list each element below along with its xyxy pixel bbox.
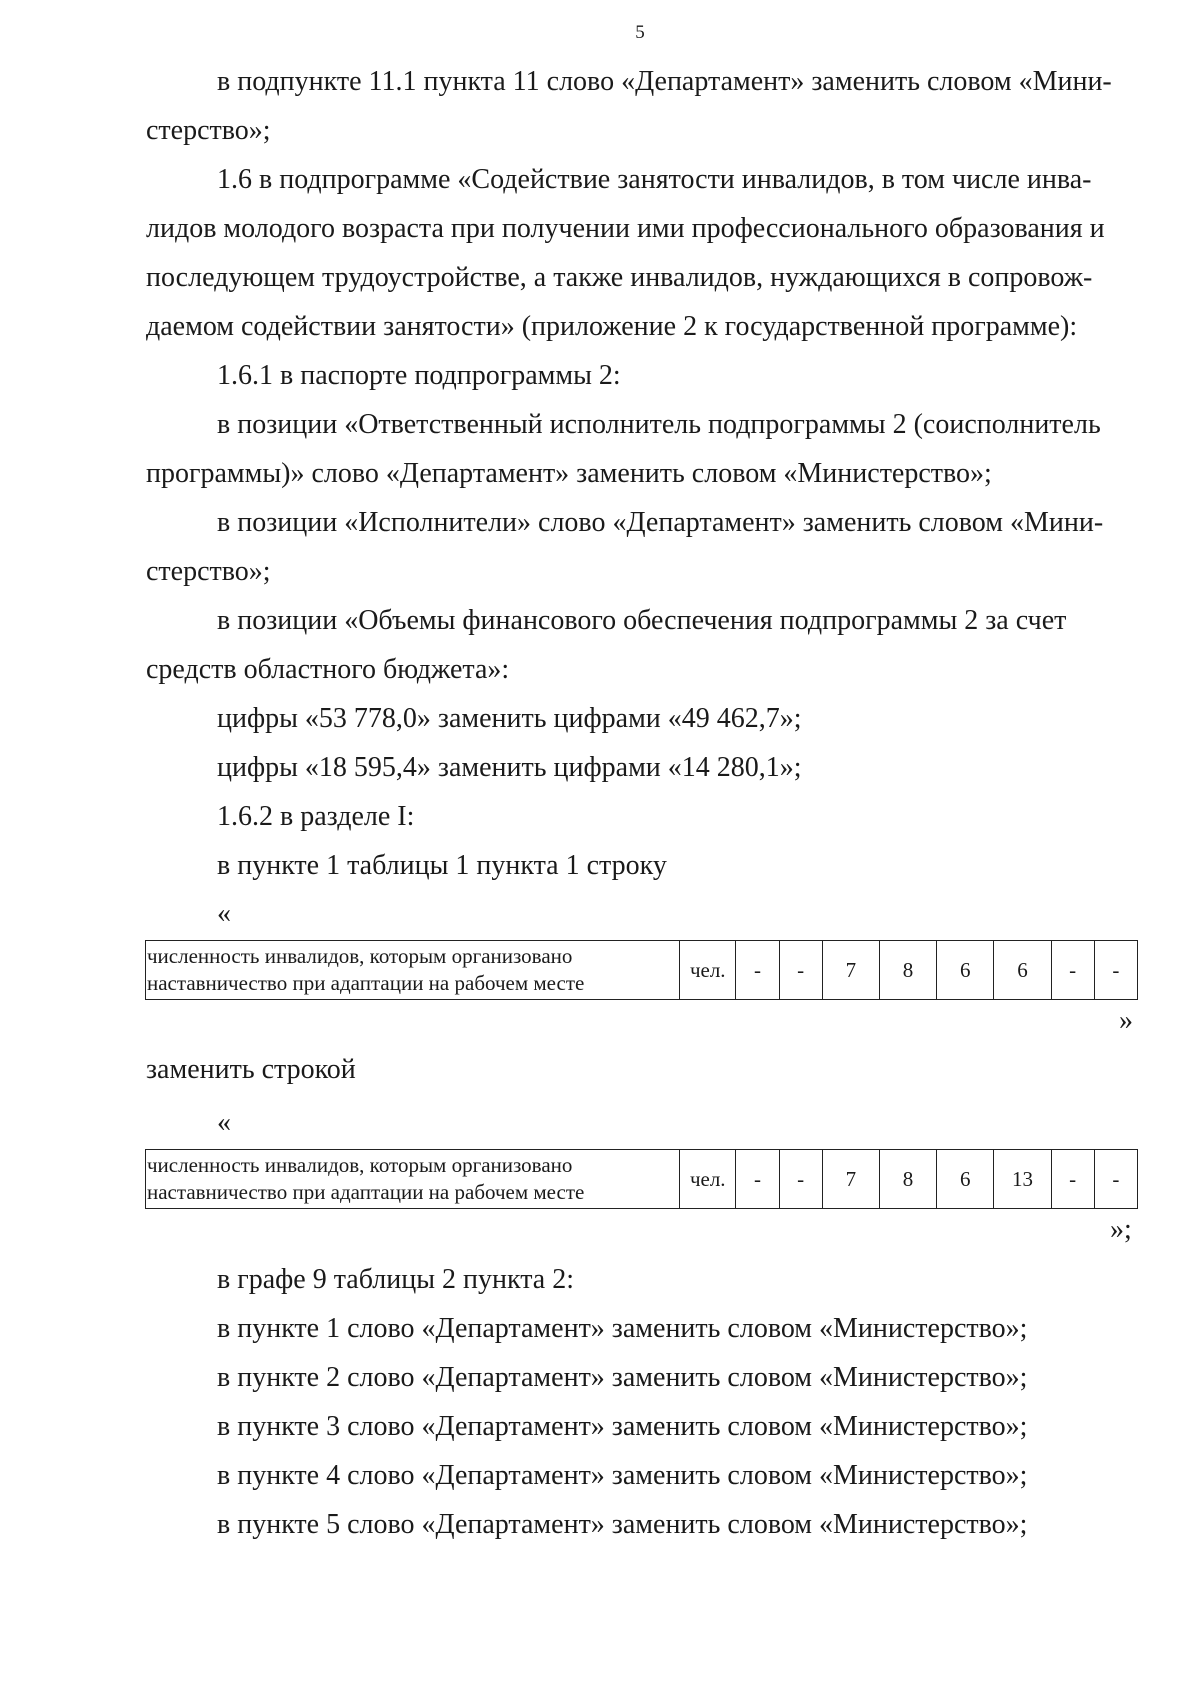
paragraph-figures-2: цифры «18 595,4» заменить цифрами «14 280,1»; — [217, 752, 802, 783]
paragraph-volumes-line-1: в позиции «Объемы финансового обеспечения подпрограммы 2 за счет — [217, 605, 1067, 636]
closing-quote-1: » — [1119, 1005, 1133, 1036]
paragraph-item-3: в пункте 3 слово «Департамент» заменить словом «Министерство»; — [217, 1411, 1028, 1442]
paragraph-item-5: в пункте 5 слово «Департамент» заменить словом «Министерство»; — [217, 1509, 1028, 1540]
row-value-cell: - — [736, 941, 779, 1000]
paragraph-table-1-row: в пункте 1 таблицы 1 пункта 1 строку — [217, 850, 667, 881]
row-description-line-1: численность инвалидов, которым организовано — [147, 1153, 573, 1177]
opening-quote-2: « — [217, 1107, 231, 1138]
row-description-line-2: наставничество при адаптации на рабочем месте — [147, 1180, 585, 1204]
row-value-cell: 8 — [879, 1150, 936, 1209]
row-unit: чел. — [680, 1150, 736, 1209]
row-value-cell: - — [1094, 1150, 1137, 1209]
replace-with-row-text: заменить строкой — [146, 1054, 356, 1085]
paragraph-1-6-line-4: даемом содействии занятости» (приложение 2 к государственной программе): — [146, 311, 1078, 342]
paragraph-1-6-1: 1.6.1 в паспорте подпрограммы 2: — [217, 360, 621, 391]
row-value-cell: - — [1094, 941, 1137, 1000]
paragraph-column-9: в графе 9 таблицы 2 пункта 2: — [217, 1264, 574, 1295]
row-value-cell: 6 — [937, 1150, 994, 1209]
table-row — [146, 941, 1138, 1000]
old-row-table — [145, 940, 1138, 1000]
row-value-cell: - — [1051, 1150, 1094, 1209]
page-number: 5 — [635, 22, 645, 43]
paragraph-executors-line-2: стерство»; — [146, 556, 271, 587]
paragraph-1-6-2: 1.6.2 в разделе I: — [217, 801, 415, 832]
row-unit: чел. — [680, 941, 736, 1000]
paragraph-1-6-line-2: лидов молодого возраста при получении ими профессионального образования и — [146, 213, 1105, 244]
row-description-line-2: наставничество при адаптации на рабочем месте — [147, 971, 585, 995]
paragraph-1-6-line-3: последующем трудоустройстве, а также инвалидов, нуждающихся в сопровож- — [146, 262, 1093, 293]
row-value-cell: 8 — [879, 941, 936, 1000]
row-description — [146, 1150, 680, 1209]
paragraph-item-2: в пункте 2 слово «Департамент» заменить словом «Министерство»; — [217, 1362, 1028, 1393]
row-value-cell: 6 — [994, 941, 1051, 1000]
paragraph-responsible-line-1: в позиции «Ответственный исполнитель подпрограммы 2 (соисполнитель — [217, 409, 1101, 440]
new-row-table — [145, 1149, 1138, 1209]
row-value-cell: - — [779, 1150, 822, 1209]
row-description — [146, 941, 680, 1000]
row-value-cell: 7 — [822, 1150, 879, 1209]
paragraph-volumes-line-2: средств областного бюджета»: — [146, 654, 510, 685]
opening-quote-1: « — [217, 898, 231, 929]
row-value-cell: 7 — [822, 941, 879, 1000]
paragraph-figures-1: цифры «53 778,0» заменить цифрами «49 462,7»; — [217, 703, 802, 734]
paragraph-11-1-line-1: в подпункте 11.1 пункта 11 слово «Департамент» заменить словом «Мини- — [217, 66, 1112, 97]
paragraph-item-1: в пункте 1 слово «Департамент» заменить словом «Министерство»; — [217, 1313, 1028, 1344]
row-description-line-1: численность инвалидов, которым организовано — [147, 944, 573, 968]
paragraph-11-1-line-2: стерство»; — [146, 115, 271, 146]
paragraph-item-4: в пункте 4 слово «Департамент» заменить словом «Министерство»; — [217, 1460, 1028, 1491]
closing-quote-2: »; — [1110, 1214, 1132, 1245]
row-value-cell: - — [779, 941, 822, 1000]
paragraph-1-6-line-1: 1.6 в подпрограмме «Содействие занятости инвалидов, в том числе инва- — [217, 164, 1092, 195]
row-value-cell: 13 — [994, 1150, 1051, 1209]
table-row — [146, 1150, 1138, 1209]
paragraph-executors-line-1: в позиции «Исполнители» слово «Департамент» заменить словом «Мини- — [217, 507, 1104, 538]
paragraph-responsible-line-2: программы)» слово «Департамент» заменить словом «Министерство»; — [146, 458, 992, 489]
row-value-cell: - — [736, 1150, 779, 1209]
row-value-cell: - — [1051, 941, 1094, 1000]
row-value-cell: 6 — [937, 941, 994, 1000]
